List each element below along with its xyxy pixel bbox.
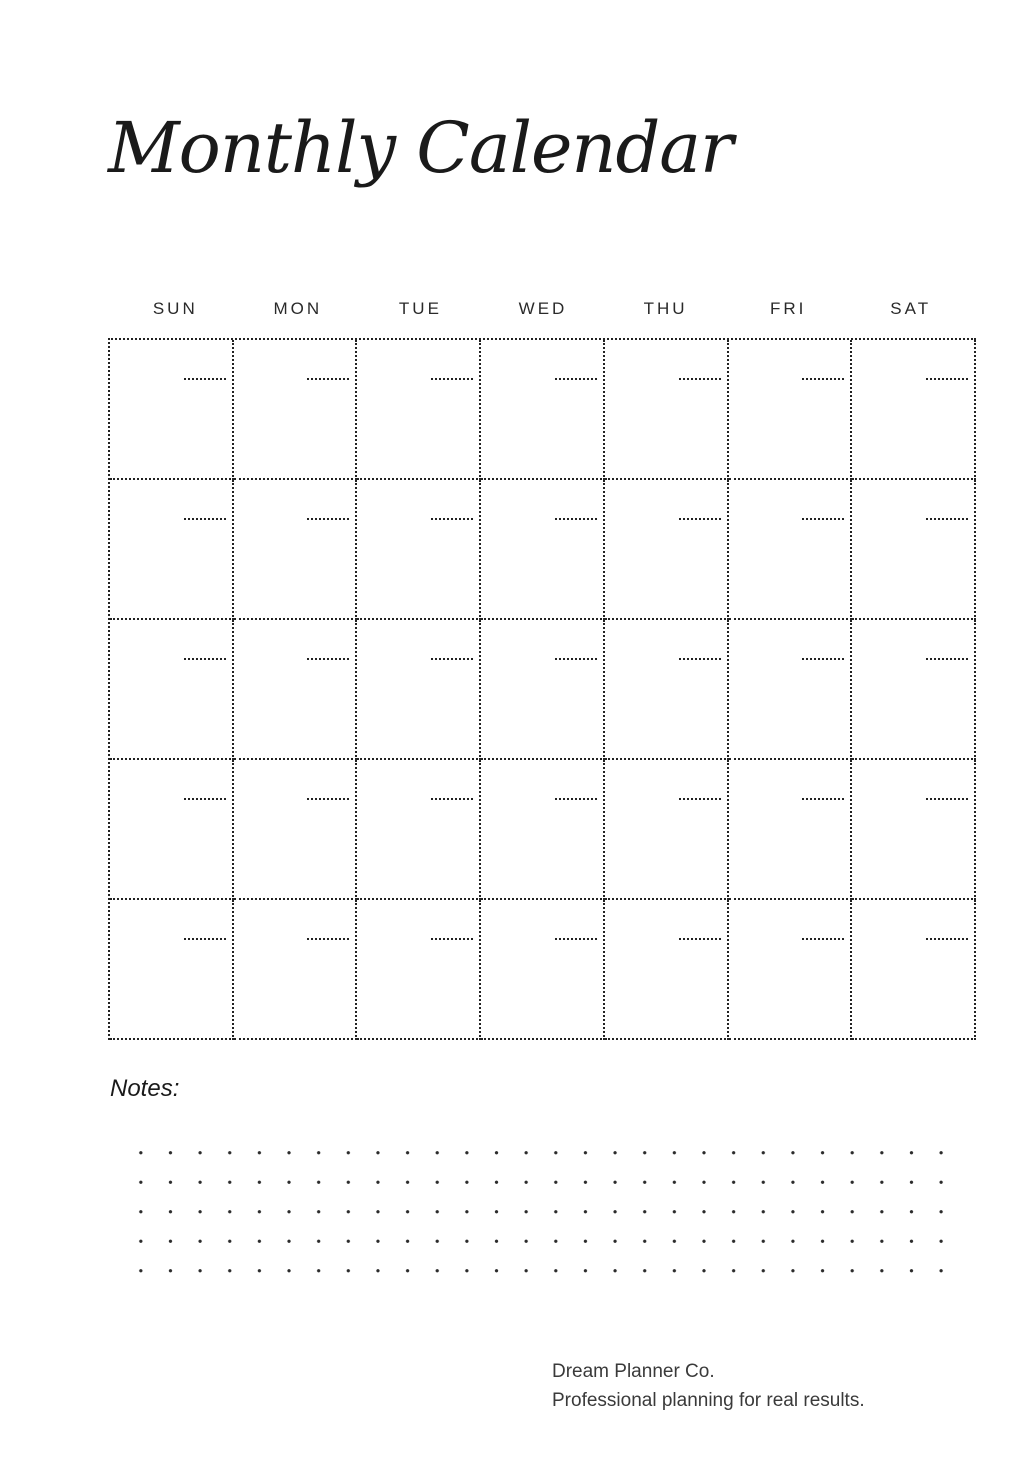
date-number-line bbox=[555, 378, 597, 380]
day-cell[interactable] bbox=[357, 620, 481, 760]
day-cell[interactable] bbox=[852, 620, 976, 760]
date-number-line bbox=[802, 378, 844, 380]
weekday-thu: THU bbox=[643, 299, 688, 318]
day-cell[interactable] bbox=[481, 900, 605, 1040]
day-cell[interactable] bbox=[357, 760, 481, 900]
date-number-line bbox=[555, 518, 597, 520]
date-number-line bbox=[307, 378, 349, 380]
date-number-line bbox=[679, 938, 721, 940]
date-number-line bbox=[802, 938, 844, 940]
weekday-tue: TUE bbox=[398, 299, 442, 318]
footer-tagline: Professional planning for real results. bbox=[552, 1390, 865, 1411]
day-cell[interactable] bbox=[605, 340, 729, 480]
weekday-fri: FRI bbox=[769, 299, 807, 318]
date-number-line bbox=[431, 798, 473, 800]
date-number-line bbox=[307, 798, 349, 800]
day-cell[interactable] bbox=[110, 760, 234, 900]
day-cell[interactable] bbox=[605, 620, 729, 760]
date-number-line bbox=[184, 378, 226, 380]
day-cell[interactable] bbox=[605, 480, 729, 620]
date-number-line bbox=[431, 378, 473, 380]
weekday-wed: WED bbox=[518, 299, 568, 318]
day-cell[interactable] bbox=[357, 900, 481, 1040]
day-cell[interactable] bbox=[605, 760, 729, 900]
date-number-line bbox=[431, 518, 473, 520]
page-title: Monthly Calendar bbox=[108, 107, 733, 189]
date-number-line bbox=[926, 798, 968, 800]
weekday-mon: MON bbox=[273, 299, 323, 318]
date-number-line bbox=[802, 798, 844, 800]
day-cell[interactable] bbox=[481, 340, 605, 480]
date-number-line bbox=[431, 938, 473, 940]
date-number-line bbox=[679, 658, 721, 660]
day-cell[interactable] bbox=[357, 480, 481, 620]
notes-dot-grid[interactable] bbox=[126, 1138, 966, 1298]
date-number-line bbox=[184, 658, 226, 660]
day-cell[interactable] bbox=[481, 480, 605, 620]
date-number-line bbox=[184, 518, 226, 520]
day-cell[interactable] bbox=[110, 480, 234, 620]
date-number-line bbox=[307, 938, 349, 940]
day-cell[interactable] bbox=[234, 620, 358, 760]
date-number-line bbox=[184, 798, 226, 800]
day-cell[interactable] bbox=[605, 900, 729, 1040]
day-cell[interactable] bbox=[234, 480, 358, 620]
date-number-line bbox=[679, 798, 721, 800]
date-number-line bbox=[555, 798, 597, 800]
day-cell[interactable] bbox=[729, 900, 853, 1040]
day-cell[interactable] bbox=[481, 760, 605, 900]
date-number-line bbox=[555, 938, 597, 940]
day-cell[interactable] bbox=[852, 760, 976, 900]
day-cell[interactable] bbox=[481, 620, 605, 760]
calendar-grid bbox=[108, 338, 976, 1040]
day-cell[interactable] bbox=[852, 480, 976, 620]
notes-label: Notes: bbox=[110, 1075, 180, 1102]
weekday-header-row bbox=[114, 294, 972, 324]
day-cell[interactable] bbox=[729, 480, 853, 620]
date-number-line bbox=[802, 658, 844, 660]
day-cell[interactable] bbox=[729, 760, 853, 900]
day-cell[interactable] bbox=[357, 340, 481, 480]
day-cell[interactable] bbox=[110, 620, 234, 760]
date-number-line bbox=[307, 518, 349, 520]
date-number-line bbox=[431, 658, 473, 660]
day-cell[interactable] bbox=[234, 340, 358, 480]
day-cell[interactable] bbox=[729, 620, 853, 760]
date-number-line bbox=[555, 658, 597, 660]
date-number-line bbox=[926, 938, 968, 940]
weekday-sat: SAT bbox=[890, 299, 932, 318]
date-number-line bbox=[184, 938, 226, 940]
date-number-line bbox=[679, 378, 721, 380]
footer bbox=[552, 1357, 865, 1415]
date-number-line bbox=[926, 378, 968, 380]
footer-company: Dream Planner Co. bbox=[552, 1361, 715, 1382]
day-cell[interactable] bbox=[234, 900, 358, 1040]
day-cell[interactable] bbox=[110, 900, 234, 1040]
day-cell[interactable] bbox=[234, 760, 358, 900]
date-number-line bbox=[802, 518, 844, 520]
date-number-line bbox=[926, 518, 968, 520]
day-cell[interactable] bbox=[852, 900, 976, 1040]
day-cell[interactable] bbox=[729, 340, 853, 480]
date-number-line bbox=[679, 518, 721, 520]
date-number-line bbox=[926, 658, 968, 660]
day-cell[interactable] bbox=[852, 340, 976, 480]
day-cell[interactable] bbox=[110, 340, 234, 480]
date-number-line bbox=[307, 658, 349, 660]
weekday-sun: SUN bbox=[152, 299, 198, 318]
